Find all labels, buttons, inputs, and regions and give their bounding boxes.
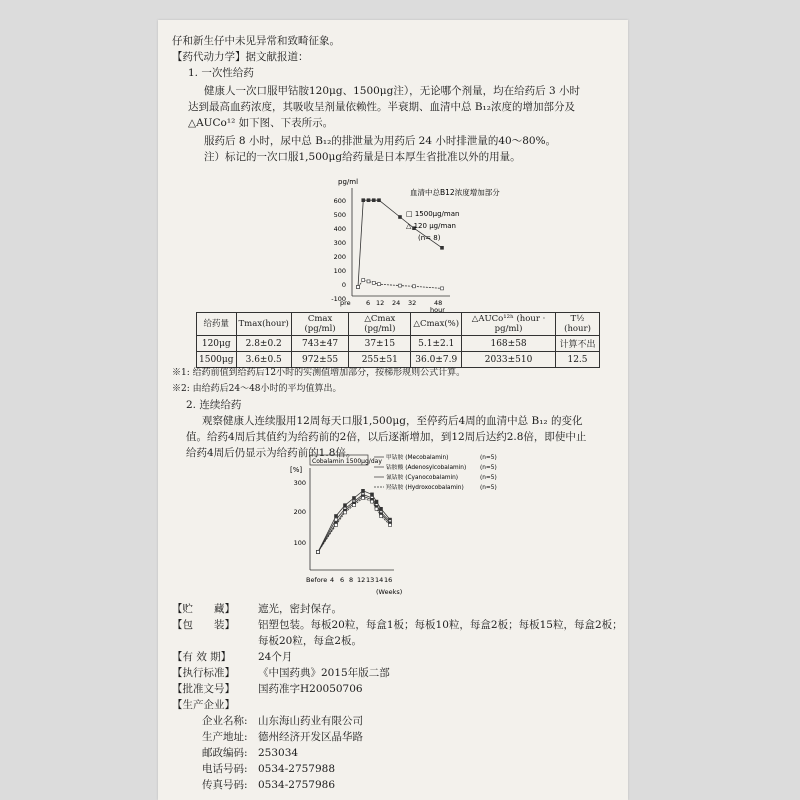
legend-n: (n=5)	[480, 485, 497, 491]
data-point	[399, 284, 402, 287]
data-point	[380, 507, 383, 510]
chart2-marks	[317, 489, 392, 553]
table-header: Cmax (pg/ml)	[291, 313, 348, 336]
x-tick: 24	[392, 299, 401, 307]
table-cell: 3.6±0.5	[236, 352, 291, 368]
data-point	[413, 285, 416, 288]
intro-line: 仔和新生仔中未见异常和致畸征象。	[172, 35, 340, 47]
chart1-ylabel: pg/ml	[338, 178, 359, 186]
y-tick: 300	[333, 239, 346, 247]
y-tick: 200	[293, 508, 306, 516]
chart2-ylabel: [%]	[290, 466, 303, 474]
data-point	[335, 518, 338, 521]
para1-line: △AUCo¹² 如下图、下表所示。	[188, 117, 334, 129]
chart1-title: 血清中总B12浓度增加部分	[410, 188, 500, 197]
info-label: 【有 效 期】	[172, 651, 232, 663]
data-point	[375, 507, 378, 510]
x-tick: 6	[340, 576, 345, 584]
para2-line: 值。给药4周后其值约为给药前的2倍，以后逐渐增加，到12周后达约2.8倍，即使中止	[186, 431, 587, 443]
table-cell: 2033±510	[462, 352, 556, 368]
x-tick: Before	[306, 576, 328, 584]
y-tick: 400	[333, 225, 346, 233]
para1-line: 达到最高血药浓度，其吸收呈剂量依赖性。半衰期、血清中总 B₁₂浓度的增加部分及	[188, 101, 575, 113]
data-point	[441, 246, 444, 249]
table-cell: 计算不出	[556, 336, 600, 352]
y-tick: 100	[293, 539, 306, 547]
info-label: 【执行标准】	[172, 667, 235, 679]
y-tick: 600	[333, 197, 346, 205]
para1-line: 注）标记的一次口服1,500μg给药量是日本厚生省批准以外的用量。	[204, 151, 521, 163]
table-header: △Cmax (pg/ml)	[349, 313, 411, 336]
table-cell: 255±51	[349, 352, 411, 368]
pk-heading: 【药代动力学】据文献报道：	[172, 51, 309, 63]
y-tick: 200	[333, 253, 346, 261]
para1-line: 健康人一次口服甲钴胺120μg、1500μg注），无论哪个剂量，均在给药后 3 小时	[204, 85, 580, 97]
y-tick: 0	[341, 281, 346, 289]
x-tick: 12	[357, 576, 366, 584]
x-tick: 16	[384, 576, 393, 584]
data-point	[344, 504, 347, 507]
table-header: △AUCo¹²ʰ (hour · pg/ml)	[462, 313, 556, 336]
y-tick: 300	[293, 479, 306, 487]
company-value: 山东海山药业有限公司	[258, 715, 363, 727]
x-tick: 6	[366, 299, 371, 307]
x-tick: 13	[366, 576, 375, 584]
data-point	[375, 500, 378, 503]
data-point	[362, 497, 365, 500]
table-header: T½ (hour)	[556, 313, 600, 336]
data-point	[353, 497, 356, 500]
data-point	[371, 500, 374, 503]
data-point	[367, 199, 370, 202]
table-cell: 972±55	[291, 352, 348, 368]
x-tick: 32	[408, 299, 417, 307]
footnote: ※2: 由给药后24～48小时的平均值算出。	[172, 384, 342, 394]
table-cell: 2.8±0.2	[236, 336, 291, 352]
data-point	[399, 216, 402, 219]
data-point	[380, 515, 383, 518]
data-point	[317, 551, 320, 554]
legend-n: (n=5)	[480, 465, 497, 471]
company-label: 电话号码:	[202, 763, 248, 775]
chart1-xticks	[340, 299, 442, 307]
chart2-xlabel: (Weeks)	[376, 588, 403, 596]
x-tick: 8	[349, 576, 354, 584]
data-point	[372, 199, 375, 202]
chart2-legend	[374, 453, 497, 491]
legend-item: 钴胺酸 (Adenosylcobalamin)	[386, 465, 467, 471]
info-label: 【批准文号】	[172, 683, 235, 695]
data-point	[344, 511, 347, 514]
chart1-legend: (n= 8)	[418, 234, 441, 242]
info-value: 遮光，密封保存。	[258, 603, 342, 615]
para2-line: 给药4周后仍显示为给药前的1.8倍。	[186, 447, 357, 459]
section-2-heading: 2. 连续给药	[186, 399, 242, 411]
info-value: 每板20粒，每盒2板。	[258, 635, 363, 647]
table-cell: 36.0±7.9	[411, 352, 462, 368]
table-header-row	[197, 313, 600, 336]
x-tick: 12	[376, 299, 385, 307]
data-point	[335, 515, 338, 518]
table-header: 给药量	[197, 313, 237, 336]
table-cell: 37±15	[349, 336, 411, 352]
table-cell: 120μg	[197, 336, 237, 352]
data-point	[372, 281, 375, 284]
company-value: 德州经济开发区晶华路	[258, 731, 363, 743]
company-label: 生产地址:	[202, 731, 248, 743]
section-1-heading: 1. 一次性给药	[188, 67, 254, 79]
table-cell: 5.1±2.1	[411, 336, 462, 352]
info-value: 24个月	[258, 651, 293, 663]
data-point	[378, 283, 381, 286]
legend-item: 甲钴胺 (Mecobalamin)	[386, 455, 449, 461]
x-tick: pre	[340, 299, 351, 307]
chart1-yticks	[331, 197, 346, 303]
data-point	[371, 493, 374, 496]
company-label: 企业名称:	[202, 715, 248, 727]
chart2-box-label: Cobalamin 1500μg/day	[312, 458, 382, 465]
info-value: 《中国药典》2015年版二部	[258, 667, 390, 679]
para2-line: 观察健康人连续服用12周每天口服1,500μg，至停药后4周的血清中总 B₁₂ 的变化	[202, 415, 583, 427]
x-tick: 48	[434, 299, 443, 307]
data-point	[362, 279, 365, 282]
company-value: 253034	[258, 747, 299, 759]
table-cell: 12.5	[556, 352, 600, 368]
table-header: Tmax(hour)	[236, 313, 291, 336]
footnote: ※1: 给药前值到给药后12小时的实测值增加部分，按梯形规则公式计算。	[172, 368, 466, 378]
info-label: 【包 装】	[172, 619, 235, 631]
para1-line: 服药后 8 小时，尿中总 B₁₂的排泄量为用药后 24 小时排泄量的40～80%。	[204, 135, 557, 147]
table-cell: 743±47	[291, 336, 348, 352]
pk-table	[196, 312, 600, 368]
x-tick: 14	[375, 576, 384, 584]
data-point	[335, 524, 338, 527]
continuous-dosing-chart	[284, 452, 524, 598]
data-point	[353, 504, 356, 507]
data-point	[362, 199, 365, 202]
table-cell: 168±58	[462, 336, 556, 352]
company-value: 0534-2757988	[258, 763, 336, 775]
table-header: △Cmax(%)	[411, 313, 462, 336]
y-tick: 100	[333, 267, 346, 275]
company-label: 邮政编码:	[202, 747, 248, 759]
x-tick: 4	[330, 576, 335, 584]
chart1-legend: □ 1500μg/man	[406, 210, 460, 218]
y-tick: 500	[333, 211, 346, 219]
legend-item: 氰钴胺 (Cyanocobalamin)	[386, 475, 459, 481]
table-cell: 1500μg	[197, 352, 237, 368]
data-point	[378, 199, 381, 202]
company-value: 0534-2757986	[258, 779, 336, 791]
chart1-xlabel: hour	[430, 306, 445, 312]
info-label: 【生产企业】	[172, 699, 235, 711]
company-label: 传真号码:	[202, 779, 248, 791]
info-value: 国药准字H20050706	[258, 683, 363, 695]
legend-n: (n=5)	[480, 475, 497, 481]
info-label: 【贮 藏】	[172, 603, 235, 615]
info-value: 铝塑包装。每板20粒，每盒1板；每板10粒，每盒2板；每板15粒，每盒2板；	[258, 619, 623, 631]
data-point	[389, 524, 392, 527]
data-point	[441, 287, 444, 290]
chart1-legend: △ 120 μg/man	[406, 222, 456, 230]
legend-item: 羟钴胺 (Hydroxocobalamin)	[386, 485, 464, 491]
data-point	[367, 280, 370, 283]
y-tick: -100	[331, 295, 346, 303]
data-point	[357, 286, 360, 289]
data-point	[362, 489, 365, 492]
legend-n: (n=5)	[480, 455, 497, 461]
table-row	[197, 336, 600, 352]
serum-b12-chart	[310, 174, 510, 312]
